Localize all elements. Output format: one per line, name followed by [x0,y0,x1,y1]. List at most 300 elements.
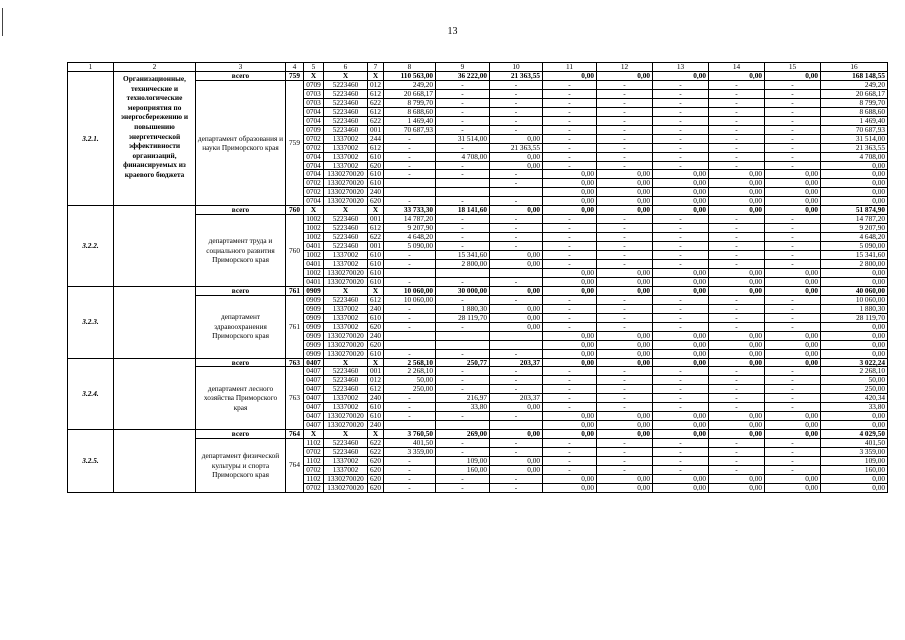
table-cell: - [597,448,653,457]
table-cell: 0704 [304,107,324,116]
table-cell: - [490,483,543,492]
table-cell: 401,50 [384,439,436,448]
table-cell: 0,00 [765,483,821,492]
table-cell: - [597,215,653,224]
table-cell: - [709,456,765,465]
table-cell: - [765,242,821,251]
table-cell: - [543,134,597,143]
table-cell: 610 [368,412,384,421]
table-cell: - [436,448,490,457]
total-cell: 0,00 [543,286,597,295]
table-cell: 0,00 [490,161,543,170]
table-cell: 0709 [304,125,324,134]
table-cell: - [709,304,765,313]
section-name [114,206,196,287]
table-cell: - [490,412,543,421]
table-cell: - [543,260,597,269]
grbs-code: 759 [286,80,304,205]
table-cell: - [765,448,821,457]
table-cell: 1330270020 [324,349,368,358]
total-cell: 760 [286,206,304,215]
table-cell: - [653,251,709,260]
table-cell: - [653,304,709,313]
table-cell: - [597,367,653,376]
table-cell: 160,00 [436,465,490,474]
table-cell: 0704 [304,152,324,161]
table-cell: - [543,107,597,116]
table-cell: 1002 [304,215,324,224]
table-cell: 1330270020 [324,412,368,421]
table-cell: 0,00 [543,331,597,340]
table-cell: - [765,313,821,322]
table-cell: - [597,304,653,313]
table-cell: - [653,242,709,251]
table-cell: 0,00 [653,277,709,286]
table-cell: - [597,295,653,304]
table-cell: - [543,403,597,412]
table-cell: - [597,80,653,89]
table-cell: - [384,251,436,260]
table-cell: 0,00 [653,179,709,188]
table-cell: - [765,376,821,385]
table-cell: - [436,215,490,224]
table-cell: - [543,251,597,260]
table-cell: 0702 [304,483,324,492]
table-cell: 0,00 [709,277,765,286]
table-cell: 0,00 [653,170,709,179]
table-cell: 0407 [304,412,324,421]
table-cell: 0407 [304,367,324,376]
table-cell: - [765,295,821,304]
table-cell: 610 [368,268,384,277]
section-code: 3.2.4. [68,358,114,430]
total-cell: X [304,206,324,215]
table-cell: - [765,439,821,448]
table-cell: - [597,98,653,107]
table-cell: 0,00 [490,403,543,412]
section-total-row [68,286,888,295]
table-cell: - [384,483,436,492]
table-cell: 10 060,00 [384,295,436,304]
table-cell: 0,00 [597,340,653,349]
table-cell: - [384,474,436,483]
table-cell: - [384,349,436,358]
table-cell: - [597,385,653,394]
table-cell: - [490,439,543,448]
table-cell: 10 060,00 [821,295,888,304]
table-cell: 33,80 [821,403,888,412]
section-name: Организационные, технические и технологические мероприятия по энергосбережению и повышению энергетической эффективности организаций, финансируемых из краевого бюджета [114,72,196,206]
table-cell: 0,00 [821,277,888,286]
table-cell: 1 469,40 [821,116,888,125]
table-cell: - [709,376,765,385]
table-cell: - [709,394,765,403]
table-cell: - [597,125,653,134]
table-cell: - [765,152,821,161]
total-cell: X [368,430,384,439]
table-cell: - [384,412,436,421]
table-cell: - [597,89,653,98]
table-cell: - [543,456,597,465]
table-cell: 70 687,93 [384,125,436,134]
table-cell: - [436,367,490,376]
table-cell: 0,00 [490,260,543,269]
table-cell: - [597,242,653,251]
table-cell: - [709,322,765,331]
table-cell: - [597,439,653,448]
page-number: 13 [447,26,458,37]
table-cell: - [543,465,597,474]
table-cell: 0,00 [490,456,543,465]
table-cell: 216,97 [436,394,490,403]
table-cell: - [490,242,543,251]
table-cell: 610 [368,179,384,188]
table-cell: 1337002 [324,322,368,331]
table-cell: 0,00 [765,412,821,421]
table-cell: 50,00 [384,376,436,385]
total-cell: 0,00 [653,206,709,215]
table-cell: 1002 [304,268,324,277]
table-cell: 012 [368,80,384,89]
table-cell: - [653,403,709,412]
table-cell: 1337002 [324,465,368,474]
table-cell: - [543,394,597,403]
table-cell: 0,00 [597,188,653,197]
table-cell: 0,00 [597,179,653,188]
table-cell: 0,00 [765,277,821,286]
table-cell [384,268,436,277]
table-cell: - [653,465,709,474]
total-cell: 18 141,60 [436,206,490,215]
table-cell: - [597,161,653,170]
table-cell: 0,00 [653,188,709,197]
table-cell: - [384,456,436,465]
grbs-code: 763 [286,367,304,430]
table-cell: - [543,242,597,251]
table-cell: 50,00 [821,376,888,385]
section-name [114,358,196,430]
table-cell: 5223460 [324,224,368,233]
table-cell: - [765,465,821,474]
executor-name: департамент физической культуры и спорта Приморского края [196,439,286,493]
table-cell: - [653,116,709,125]
column-header: 1 [68,63,114,72]
table-cell: 012 [368,376,384,385]
table-cell: - [709,215,765,224]
table-cell: - [653,80,709,89]
table-cell: 3 359,00 [821,448,888,457]
table-cell: - [384,465,436,474]
table-cell: 1330270020 [324,474,368,483]
table-cell: 0704 [304,170,324,179]
table-cell: 610 [368,349,384,358]
section-total-row [68,358,888,367]
total-cell: 0,00 [765,430,821,439]
table-cell: 0,00 [653,421,709,430]
table-cell: 1102 [304,439,324,448]
total-cell: 0,00 [709,358,765,367]
table-cell: - [384,260,436,269]
table-cell: 20 668,17 [821,89,888,98]
table-cell: 0,00 [597,483,653,492]
table-cell: - [653,215,709,224]
total-cell: X [368,286,384,295]
table-cell: - [653,224,709,233]
table-cell [384,331,436,340]
table-cell: 0,00 [709,331,765,340]
table-cell: 0,00 [709,483,765,492]
table-cell: 2 268,10 [821,367,888,376]
table-cell: 0,00 [821,331,888,340]
table-cell: - [436,376,490,385]
table-cell: 0,00 [597,421,653,430]
total-cell: X [304,72,324,81]
table-cell: 1330270020 [324,331,368,340]
table-cell: - [765,251,821,260]
table-cell: - [709,143,765,152]
total-cell: 0,00 [709,72,765,81]
table-cell: 15 341,60 [821,251,888,260]
table-cell: 0,00 [821,483,888,492]
table-cell: 0,00 [709,197,765,206]
table-cell: 5223460 [324,367,368,376]
table-cell: - [543,80,597,89]
table-cell: 0,00 [765,179,821,188]
table-cell: 5223460 [324,295,368,304]
column-header: 4 [286,63,304,72]
total-cell: 764 [286,430,304,439]
table-cell: 1 469,40 [384,116,436,125]
table-cell: 249,20 [821,80,888,89]
table-cell: - [436,197,490,206]
table-cell: - [543,143,597,152]
table-cell: - [597,116,653,125]
table-cell: - [653,143,709,152]
table-cell: - [653,107,709,116]
table-cell: 5223460 [324,439,368,448]
table-cell: 5223460 [324,215,368,224]
table-cell: - [384,304,436,313]
table-cell [490,331,543,340]
column-header: 14 [709,63,765,72]
table-cell: 0,00 [765,188,821,197]
table-cell: 5223460 [324,107,368,116]
table-cell: - [653,98,709,107]
table-cell: - [709,152,765,161]
table-cell: 0,00 [653,268,709,277]
header-row [68,63,888,72]
table-cell: 5223460 [324,385,368,394]
table-cell: 0,00 [765,474,821,483]
table-cell: 0401 [304,242,324,251]
table-cell: - [436,295,490,304]
table-cell: 0,00 [709,421,765,430]
table-cell: 0,00 [709,179,765,188]
table-cell: - [543,295,597,304]
total-cell: 36 222,00 [436,72,490,81]
table-cell: - [765,233,821,242]
table-cell: 610 [368,403,384,412]
table-cell: - [709,448,765,457]
table-cell: - [597,143,653,152]
table-cell: - [765,143,821,152]
table-cell: 8 688,60 [821,107,888,116]
table-cell: - [709,439,765,448]
table-cell: 0407 [304,403,324,412]
table-cell: 1330270020 [324,268,368,277]
table-cell: 0,00 [543,188,597,197]
table-cell: 0,00 [709,349,765,358]
table-cell: 0,00 [543,340,597,349]
table-cell: 0401 [304,260,324,269]
table-cell: 240 [368,394,384,403]
table-cell: 1330270020 [324,277,368,286]
table-cell [436,421,490,430]
table-cell: 001 [368,242,384,251]
table-cell: 0,00 [490,465,543,474]
table-cell: - [384,394,436,403]
column-header: 12 [597,63,653,72]
table-cell: 001 [368,215,384,224]
table-cell: 0,00 [653,197,709,206]
table-cell: - [384,197,436,206]
table-cell: 21 363,55 [490,143,543,152]
executor-name: департамент лесного хозяйства Приморского края [196,367,286,430]
table-cell: - [765,403,821,412]
table-cell: 109,00 [821,456,888,465]
table-cell: 250,00 [384,385,436,394]
table-cell: 70 687,93 [821,125,888,134]
table-cell: 240 [368,188,384,197]
table-cell: - [436,322,490,331]
table-cell: - [490,197,543,206]
table-cell: 622 [368,439,384,448]
table-cell: 0,00 [765,268,821,277]
table-cell: 0,00 [709,340,765,349]
table-cell: - [490,474,543,483]
table-cell: - [765,107,821,116]
table-cell: 0704 [304,197,324,206]
total-cell: 33 733,30 [384,206,436,215]
table-cell: 612 [368,107,384,116]
table-cell: - [597,224,653,233]
table-cell: 0909 [304,295,324,304]
table-cell: - [543,439,597,448]
table-cell: 0702 [304,188,324,197]
table-cell [490,188,543,197]
total-cell: 0,00 [543,72,597,81]
table-cell: 160,00 [821,465,888,474]
table-cell: 244 [368,134,384,143]
table-cell: 620 [368,322,384,331]
table-cell: - [709,98,765,107]
total-label: всего [196,430,286,439]
table-cell: - [653,260,709,269]
table-cell: - [436,412,490,421]
table-cell: 8 688,60 [384,107,436,116]
table-cell: 0,00 [597,197,653,206]
table-cell: - [597,134,653,143]
table-cell: 240 [368,421,384,430]
table-cell: 612 [368,385,384,394]
table-cell: - [543,89,597,98]
table-cell: 15 341,60 [436,251,490,260]
table-cell: - [436,439,490,448]
table-cell: 0909 [304,313,324,322]
table-cell: - [490,224,543,233]
table-cell [384,421,436,430]
total-cell: 0,00 [543,358,597,367]
column-header: 2 [114,63,196,72]
table-cell [436,179,490,188]
table-cell: - [709,251,765,260]
table-cell [384,179,436,188]
table-cell: 8 799,70 [384,98,436,107]
total-cell: 0,00 [653,358,709,367]
table-cell: - [653,385,709,394]
table-cell: - [543,224,597,233]
table-cell: 5223460 [324,376,368,385]
table-cell: 1337002 [324,134,368,143]
table-cell: - [490,80,543,89]
table-cell: 0702 [304,134,324,143]
table-cell: 0,00 [821,421,888,430]
table-cell: 0,00 [543,170,597,179]
table-cell: 9 207,90 [384,224,436,233]
table-cell: - [653,322,709,331]
table-cell: - [490,170,543,179]
table-cell: 1337002 [324,161,368,170]
total-cell: 0407 [304,358,324,367]
table-cell: 0702 [304,143,324,152]
section-total-row [68,430,888,439]
table-cell: 0,00 [597,331,653,340]
table-cell: 1002 [304,224,324,233]
table-cell: 1330270020 [324,179,368,188]
table-cell: - [490,376,543,385]
column-header: 7 [368,63,384,72]
table-cell: 33,80 [436,403,490,412]
table-cell: 620 [368,465,384,474]
table-cell: - [765,98,821,107]
table-cell: - [765,224,821,233]
table-cell: 0909 [304,331,324,340]
table-cell: - [543,448,597,457]
table-cell: - [436,107,490,116]
table-cell: - [597,394,653,403]
table-cell: - [543,233,597,242]
table-cell: 0,00 [765,331,821,340]
table-cell: 0,00 [653,349,709,358]
column-header: 13 [653,63,709,72]
table-cell: 0,00 [709,474,765,483]
table-cell: 1337002 [324,304,368,313]
table-cell: 2 800,00 [821,260,888,269]
table-cell: - [384,322,436,331]
table-cell: 0,00 [709,170,765,179]
table-cell: 622 [368,448,384,457]
table-cell: 0,00 [597,170,653,179]
total-cell: 0,00 [490,206,543,215]
table-cell: 0702 [304,465,324,474]
table-cell: 612 [368,295,384,304]
total-cell: 0,00 [543,430,597,439]
table-cell: - [490,116,543,125]
table-cell: 0,00 [765,340,821,349]
table-cell: - [384,134,436,143]
total-cell: 0,00 [765,286,821,295]
table-cell [490,421,543,430]
